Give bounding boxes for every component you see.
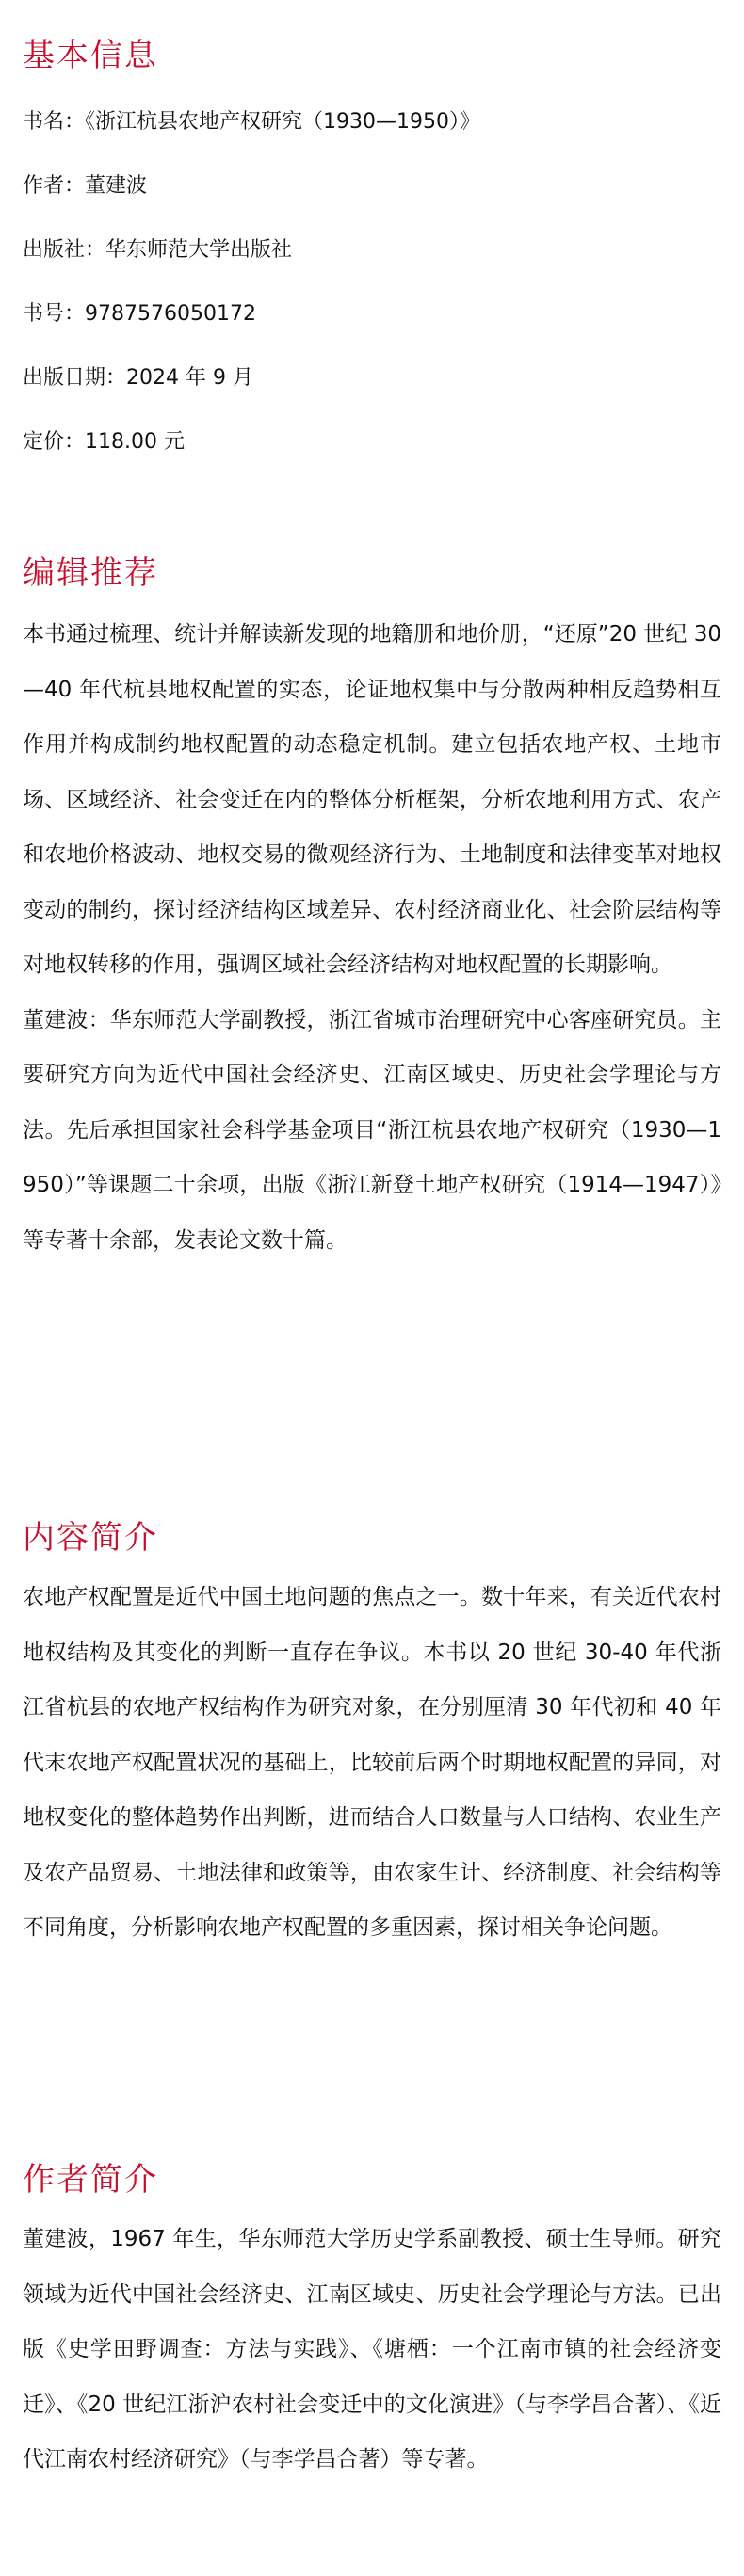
- section-title-author-intro: 作者简介: [23, 2161, 158, 2199]
- section-title-basic-info: 基本信息: [23, 37, 158, 74]
- info-author: 作者：董建波: [23, 174, 148, 198]
- info-book-title: 书名：《浙江杭县农地产权研究（1930—1950）》: [23, 110, 480, 134]
- editor-recommendation-author-paragraph: 董建波：华东师范大学副教授，浙江省城市治理研究中心客座研究员。主要研究方向为近代中国社会经济史、江南区域史、历史社会学理论与方法。先后承担国家社会科学基金项目“浙江杭县农地产权研究（1930—1950）”等课题二十余项，出版《浙江新登土地产权研究（1914—1947）》等专著十余部，发表论文数十篇。: [23, 1007, 721, 1253]
- content-intro-paragraph: 农地产权配置是近代中国土地问题的焦点之一。数十年来，有关近代农村地权结构及其变化的判断一直存在争议。本书以 20 世纪 30-40 年代浙江省杭县的农地产权结构作为研究对象，在分别厘清 30 年代初和 40 年代末农地产权配置状况的基础上，比较前后两个时期地权配置的异同，对地权变化的整体趋势作出判断，进而结合人口数量与人口结构、农业生产及农产品贸易、土地法律和政策等，由农家生计、经济制度、社会结构等不同角度，分析影响农地产权配置的多重因素，探讨相关争论问题。: [23, 1585, 721, 1940]
- author-intro-paragraph: 董建波，1967 年生，华东师范大学历史学系副教授、硕士生导师。研究领域为近代中国社会经济史、江南区域史、历史社会学理论与方法。已出版《史学田野调查：方法与实践》、《塘栖：一个江南市镇的社会经济变迁》、《20 世纪江浙沪农村社会变迁中的文化演进》（与李学昌合著）、《近代江南农村经济研究》（与李学昌合著）等专著。: [23, 2227, 721, 2472]
- editor-recommendation-paragraph: 本书通过梳理、统计并解读新发现的地籍册和地价册，“还原”20 世纪 30—40 年代杭县地权配置的实态，论证地权集中与分散两种相反趋势相互作用并构成制约地权配置的动态稳定机制。建立包括农地产权、土地市场、区域经济、社会变迁在内的整体分析框架，分析农地利用方式、农产和农地价格波动、地权交易的微观经济行为、土地制度和法律变革对地权变动的制约，探讨经济结构区域差异、农村经济商业化、社会阶层结构等对地权转移的作用，强调区域社会经济结构对地权配置的长期影响。: [23, 622, 721, 977]
- info-price: 定价：118.00 元: [23, 430, 185, 454]
- info-publisher: 出版社：华东师范大学出版社: [23, 238, 293, 262]
- author-intro-body: [23, 2212, 721, 2488]
- info-publish-date: 出版日期：2024 年 9 月: [23, 366, 253, 390]
- section-title-content-intro: 内容简介: [23, 1519, 158, 1557]
- info-isbn: 书号：9787576050172: [23, 302, 256, 326]
- section-title-editor-recommendation: 编辑推荐: [23, 554, 158, 592]
- editor-recommendation-body: [23, 607, 721, 1268]
- content-intro-body: [23, 1570, 721, 1956]
